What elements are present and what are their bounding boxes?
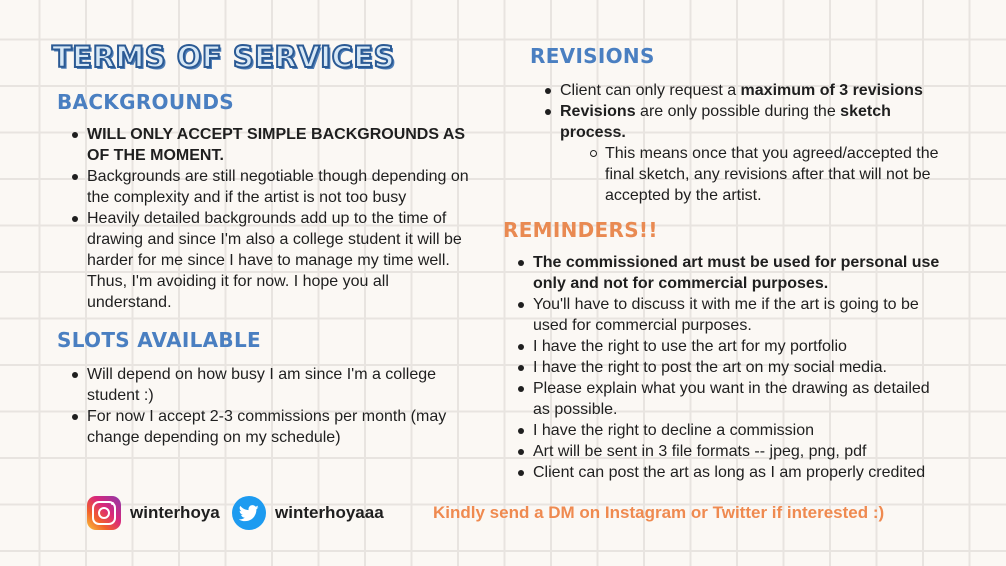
list-item: Will depend on how busy I am since I'm a college student :) (72, 364, 472, 406)
list-item: Revisions are only possible during the sketch process. This means once that you agreed/accepted the final sketch, any revisions after that will not be accepted by the artist. (545, 101, 955, 206)
revisions-list (545, 80, 955, 206)
list-item: You'll have to discuss it with me if the art is going to be used for commercial purposes. (518, 294, 948, 336)
twitter-icon (232, 496, 266, 530)
list-item: I have the right to decline a commission (518, 420, 948, 441)
sub-list-item: This means once that you agreed/accepted the final sketch, any revisions after that will not be accepted by the artist. (590, 143, 955, 206)
list-item: Heavily detailed backgrounds add up to the time of drawing and since I'm also a college student it will be harder for me since I have to manage my time well. Thus, I'm avoiding it for now. I hope you all understand. (72, 208, 477, 313)
list-item: Client can post the art as long as I am properly credited (518, 462, 948, 483)
backgrounds-heading: BACKGROUNDS (57, 90, 235, 114)
page-title: TERMS OF SERVICES (52, 40, 396, 74)
list-item: The commissioned art must be used for personal use only and not for commercial purposes. (518, 252, 948, 294)
list-item: Backgrounds are still negotiable though depending on the complexity and if the artist is not too busy (72, 166, 477, 208)
list-item: Art will be sent in 3 file formats -- jpeg, png, pdf (518, 441, 948, 462)
slots-list (72, 364, 472, 448)
list-item: I have the right to use the art for my portfolio (518, 336, 948, 357)
instagram-link[interactable] (87, 496, 220, 530)
backgrounds-list (72, 124, 477, 313)
slots-heading: SLOTS AVAILABLE (57, 328, 261, 352)
instagram-icon (87, 496, 121, 530)
twitter-handle: winterhoyaaa (275, 503, 384, 522)
list-item: Client can only request a maximum of 3 revisions (545, 80, 955, 101)
list-item: For now I accept 2-3 commissions per month (may change depending on my schedule) (72, 406, 472, 448)
reminders-heading: REMINDERS!! (503, 218, 658, 242)
revisions-heading: REVISIONS (530, 44, 655, 68)
reminders-list (518, 252, 948, 483)
list-item: WILL ONLY ACCEPT SIMPLE BACKGROUNDS AS OF THE MOMENT. (72, 124, 477, 166)
instagram-handle: winterhoya (130, 503, 220, 522)
list-item: I have the right to post the art on my social media. (518, 357, 948, 378)
twitter-link[interactable] (232, 496, 384, 530)
list-item: Please explain what you want in the drawing as detailed as possible. (518, 378, 948, 420)
contact-cta: Kindly send a DM on Instagram or Twitter if interested :) (433, 503, 885, 522)
revisions-sublist (560, 143, 955, 206)
